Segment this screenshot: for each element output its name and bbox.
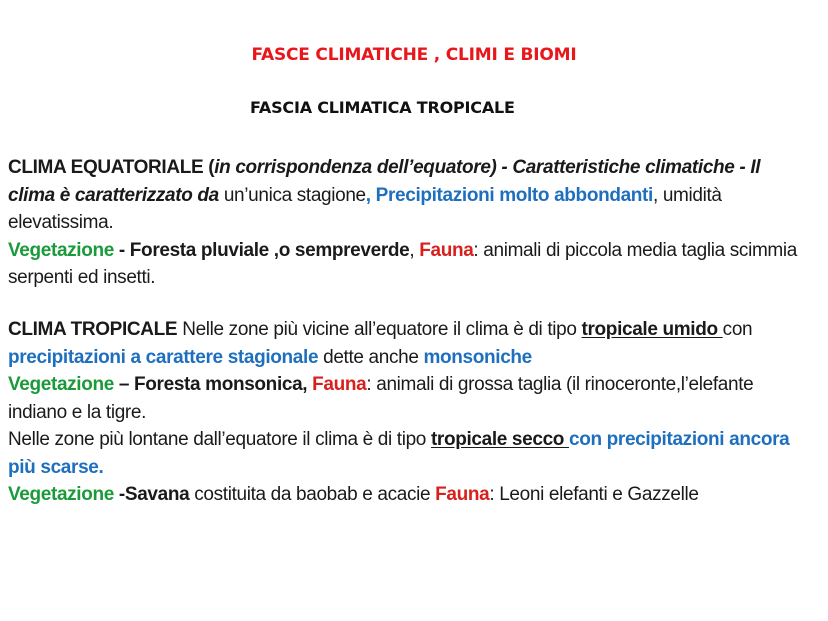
tropical-paragraph xyxy=(8,316,808,371)
tropical-vegetation-text-1: – Foresta monsonica, xyxy=(113,374,313,395)
tropical-vegetation-paragraph-2 xyxy=(8,481,808,509)
tropical-vegetation-text-2: -Savana xyxy=(113,484,190,505)
tropical-fauna-text-1: : animali di grossa taglia (il rinoceronte,l’elefante indiano e la tigre. xyxy=(8,374,754,423)
tropical-vegetation-paragraph-1 xyxy=(8,371,808,426)
tropical-text-3: dette anche xyxy=(318,346,424,368)
tropical-heading: CLIMA TROPICALE xyxy=(8,319,178,340)
tropical-precipitation-scarce: con precipitazioni ancora più scarse. xyxy=(8,429,790,478)
tropical-fauna-label-2: Fauna xyxy=(435,484,490,505)
equatorial-fauna-label: Fauna xyxy=(419,239,474,261)
slide-subtitle: FASCIA CLIMATICA TROPICALE xyxy=(250,98,515,117)
tropical-vegetation-label-1: Vegetazione xyxy=(8,374,114,395)
equatorial-vegetation-label: Vegetazione xyxy=(8,239,114,261)
tropical-humid-term: tropicale umido xyxy=(581,319,723,340)
tropical-text-1: Nelle zone più vicine all’equatore il clima è di tipo xyxy=(177,319,582,340)
tropical-climate-block xyxy=(8,316,808,509)
slide-title: FASCE CLIMATICHE , CLIMI E BIOMI xyxy=(251,45,577,65)
tropical-precipitation-seasonal: precipitazioni a carattere stagionale xyxy=(8,346,319,368)
equatorial-text-1: un’unica stagione xyxy=(218,184,366,206)
tropical-vegetation-label-2: Vegetazione xyxy=(8,484,114,505)
equatorial-heading: CLIMA EQUATORIALE ( xyxy=(8,157,215,178)
tropical-text-2: con xyxy=(722,319,753,340)
equatorial-precipitation: , Precipitazioni molto abbondanti xyxy=(365,184,653,206)
tropical-dry-term: tropicale secco xyxy=(430,429,569,450)
equatorial-vegetation-paragraph xyxy=(8,237,808,292)
equatorial-fauna-text: : animali di piccola media taglia scimmia serpenti ed insetti. xyxy=(8,239,797,288)
tropical-dry-paragraph xyxy=(8,426,808,481)
tropical-monsoon-term: monsoniche xyxy=(423,346,532,368)
equatorial-heading-italic: in corrispondenza dell’equatore) - Caratteristiche climatiche - Il clima è caratterizzato da xyxy=(8,157,761,206)
tropical-fauna-label-1: Fauna xyxy=(312,374,367,395)
tropical-text-4: Nelle zone più lontane dall’equatore il clima è di tipo xyxy=(8,429,431,450)
equatorial-comma: , xyxy=(409,239,420,261)
equatorial-paragraph xyxy=(8,154,808,237)
tropical-fauna-text-2: : Leoni elefanti e Gazzelle xyxy=(489,484,699,505)
tropical-vegetation-desc-2: costituita da baobab e acacie xyxy=(189,484,436,505)
equatorial-vegetation-text: - Foresta pluviale ,o sempreverde xyxy=(113,239,410,261)
equatorial-text-2: , umidità elevatissima. xyxy=(8,184,722,233)
equatorial-climate-block xyxy=(8,154,808,292)
